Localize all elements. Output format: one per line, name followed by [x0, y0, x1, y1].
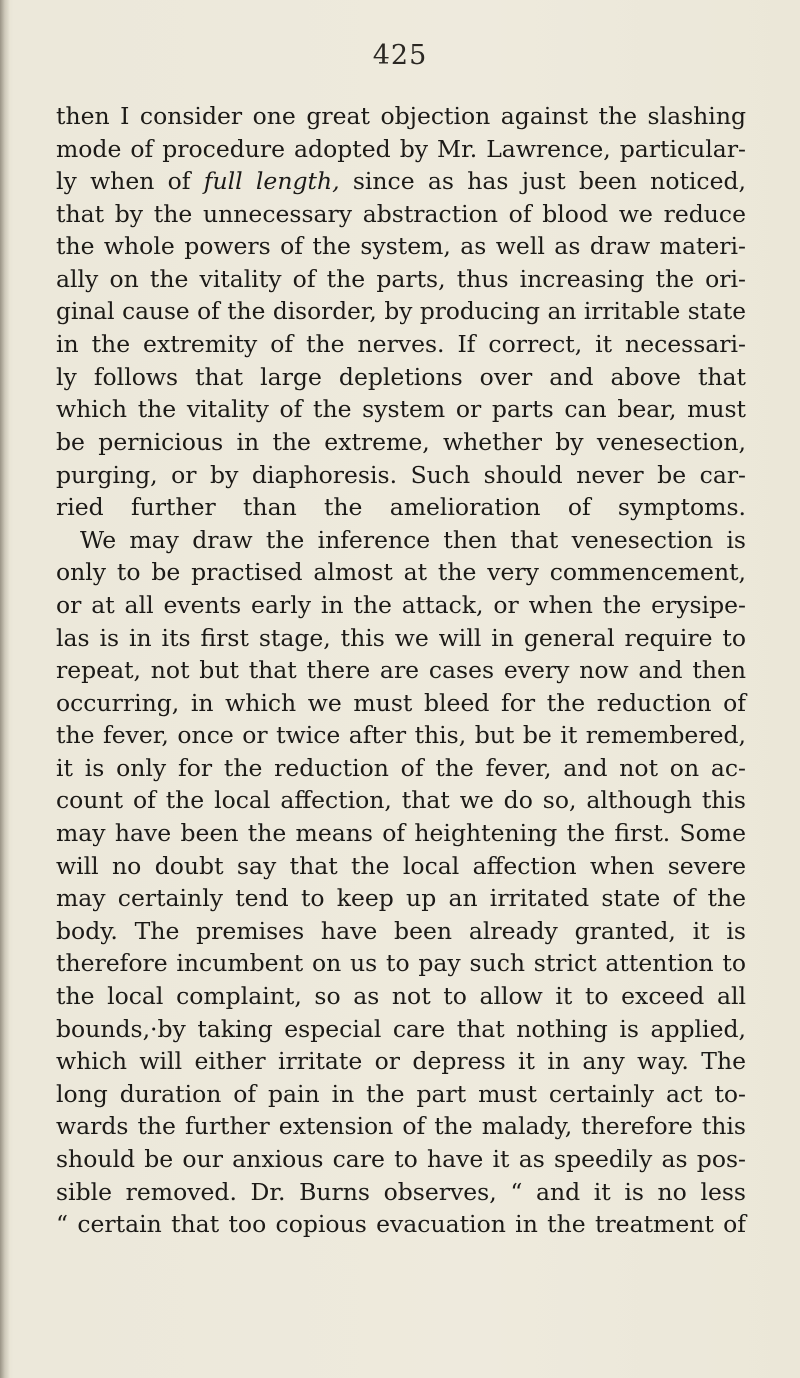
text-line: which will either irritate or depress it in any way. The	[56, 1047, 746, 1076]
text-line: then I consider one great objection against the slashing	[56, 102, 746, 130]
text-line: sible removed. Dr. Burns observes, “ and it is no less	[56, 1177, 746, 1206]
text-line: ginal cause of the disorder, by producing an irritable state	[56, 297, 746, 325]
text-line: it is only for the reduction of the fever, and not on ac-	[56, 753, 746, 782]
text-line: which the vitality of the system or parts can bear, must	[56, 395, 746, 424]
text-line: bounds,·by taking especial care that nothing is applied,	[56, 1014, 746, 1043]
text-line: purging, or by diaphoresis. Such should never be car-	[56, 460, 746, 489]
text-segment: since as has just been noticed,	[339, 167, 747, 196]
text-line: We may draw the inference then that venesection is	[80, 525, 746, 554]
text-line: mode of procedure adopted by Mr. Lawrence, particular-	[56, 134, 746, 163]
text-line: therefore incumbent on us to pay such strict attention to	[56, 949, 746, 978]
text-line: las is in its first stage, this we will in general require to	[56, 623, 746, 652]
italic-text: full length,	[203, 167, 340, 196]
text-line: the local complaint, so as not to allow it to exceed all	[56, 982, 746, 1011]
text-line: should be our anxious care to have it as speedily as pos-	[56, 1145, 746, 1173]
text-line: the fever, once or twice after this, but be it remembered,	[56, 721, 746, 750]
text-line: long duration of pain in the part must certainly act to-	[56, 1079, 746, 1108]
text-line: or at all events early in the attack, or when the erysipe-	[56, 590, 746, 619]
binding-edge	[0, 0, 10, 1378]
text-line: ally on the vitality of the parts, thus increasing the ori-	[56, 264, 746, 293]
text-line: only to be practised almost at the very commencement,	[56, 558, 746, 587]
text-line: the whole powers of the system, as well as draw materi-	[56, 232, 746, 261]
body-text	[56, 100, 746, 1241]
text-line: may certainly tend to keep up an irritated state of the	[56, 884, 746, 913]
text-segment: ly when of	[56, 167, 204, 196]
text-line: ly follows that large depletions over and above that	[56, 362, 746, 391]
page-number: 425	[372, 40, 428, 71]
text-line: body. The premises have been already granted, it is	[56, 916, 746, 945]
text-line: ried further than the amelioration of symptoms.	[56, 493, 746, 522]
text-line: will no doubt say that the local affection when severe	[56, 851, 746, 880]
text-line: count of the local affection, that we do so, although this	[56, 786, 746, 815]
text-line: wards the further extension of the malady, therefore this	[56, 1112, 746, 1141]
text-line: “ certain that too copious evacuation in the treatment of	[56, 1210, 746, 1239]
text-line: that by the unnecessary abstraction of blood we reduce	[56, 199, 746, 228]
text-line: may have been the means of heightening the first. Some	[56, 819, 746, 848]
text-line: repeat, not but that there are cases every now and then	[56, 656, 746, 685]
text-line: in the extremity of the nerves. If correct, it necessari-	[56, 330, 746, 359]
text-line	[56, 165, 746, 198]
text-line: occurring, in which we must bleed for the reduction of	[56, 688, 746, 717]
text-line: be pernicious in the extreme, whether by venesection,	[56, 427, 746, 456]
